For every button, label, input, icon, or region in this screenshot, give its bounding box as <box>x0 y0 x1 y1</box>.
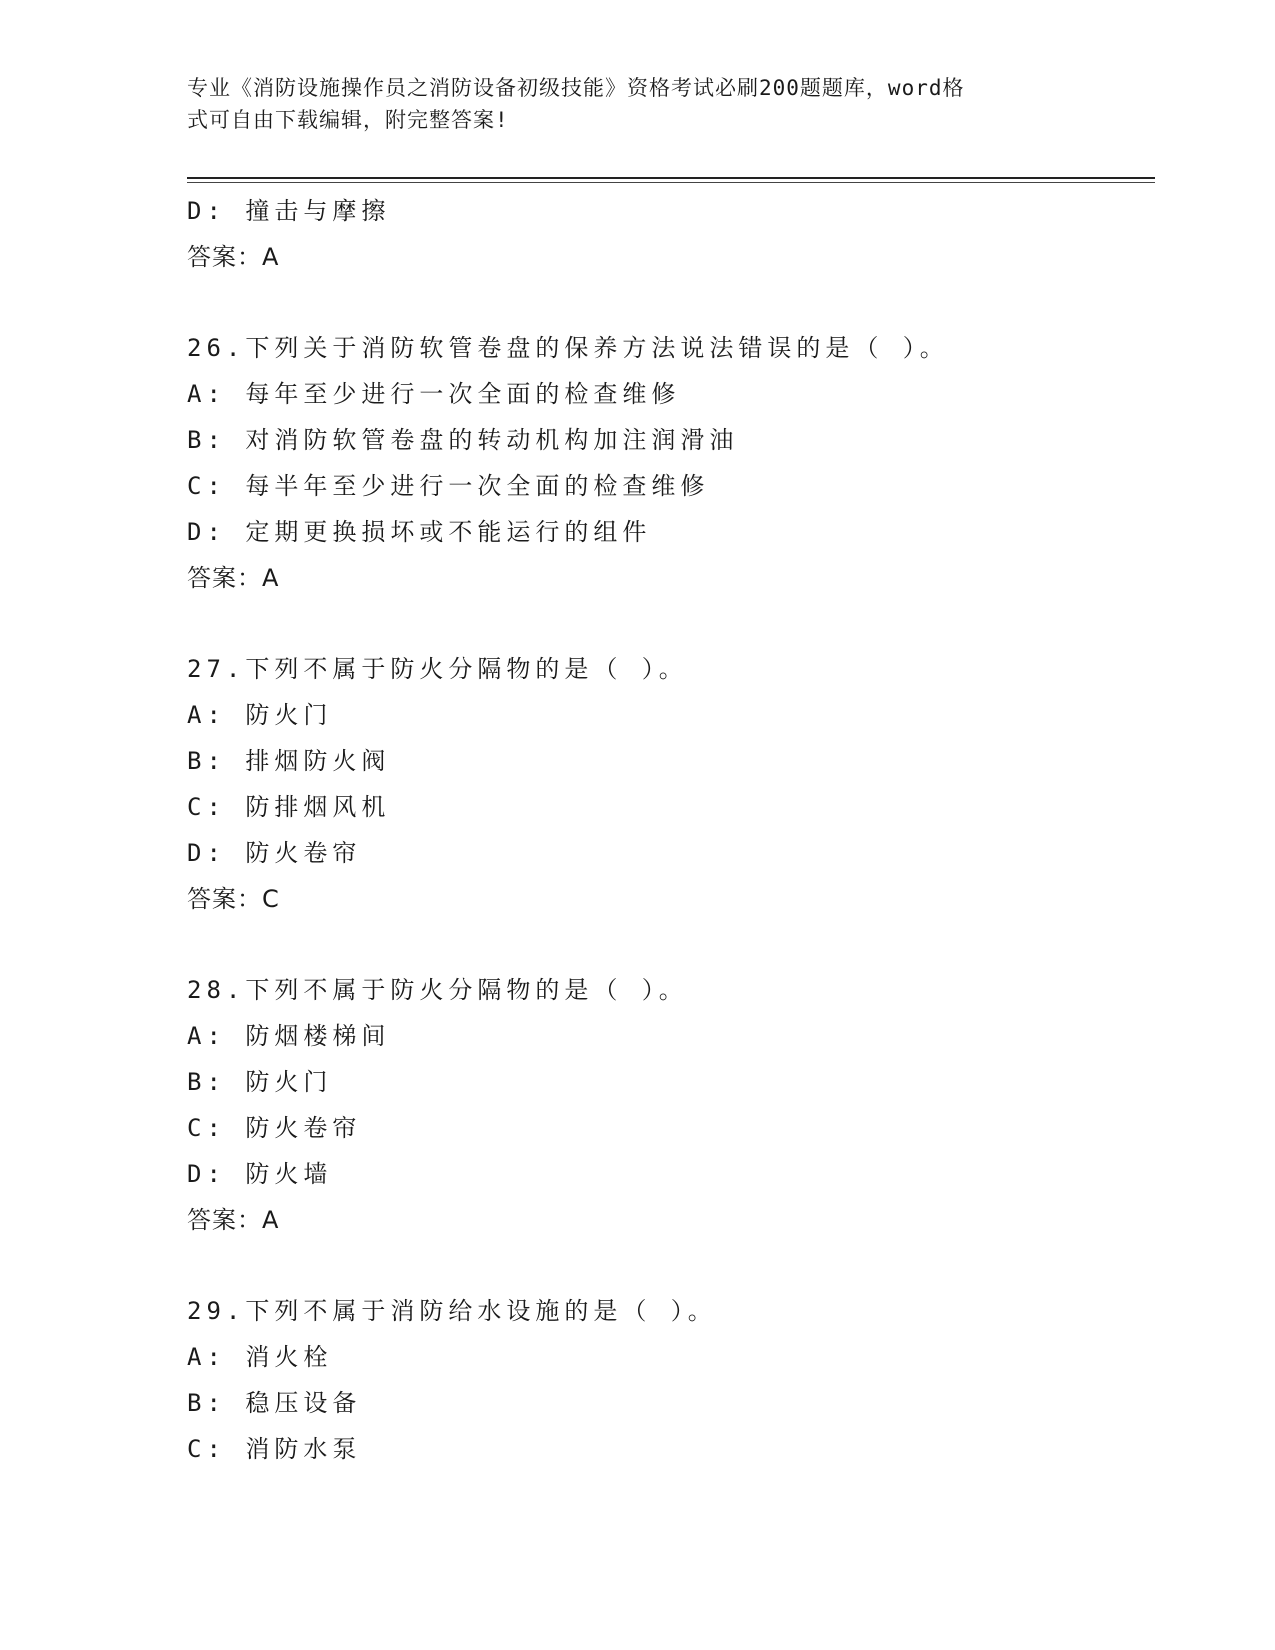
question-stem: 28.下列不属于防火分隔物的是（ ）。 <box>187 976 688 1004</box>
option-b: B: 稳压设备 <box>187 1389 362 1417</box>
question-stem: 29.下列不属于消防给水设施的是（ ）。 <box>187 1297 717 1325</box>
question-29 <box>187 1288 1155 1472</box>
answer: 答案：A <box>187 243 280 271</box>
answer: 答案：A <box>187 564 280 592</box>
option-c: C: 每半年至少进行一次全面的检查维修 <box>187 472 710 500</box>
header-divider-thin <box>187 182 1155 183</box>
document-body <box>187 188 1155 1472</box>
option-b: B: 防火门 <box>187 1068 333 1096</box>
answer: 答案：C <box>187 885 280 913</box>
option-b: B: 对消防软管卷盘的转动机构加注润滑油 <box>187 426 739 454</box>
option-d: D: 防火墙 <box>187 1160 333 1188</box>
header-divider-thick <box>187 177 1155 179</box>
option-b: B: 排烟防火阀 <box>187 747 391 775</box>
spacer <box>187 1243 1155 1288</box>
option-d: D: 撞击与摩擦 <box>187 197 391 225</box>
question-stem: 26.下列关于消防软管卷盘的保养方法说法错误的是（ ）。 <box>187 334 949 362</box>
header-line-2: 式可自由下载编辑，附完整答案! <box>187 108 509 132</box>
question-27 <box>187 646 1155 922</box>
option-c: C: 消防水泵 <box>187 1435 362 1463</box>
question-stem: 27.下列不属于防火分隔物的是（ ）。 <box>187 655 688 683</box>
question-28 <box>187 967 1155 1243</box>
spacer <box>187 601 1155 646</box>
option-d: D: 防火卷帘 <box>187 839 362 867</box>
option-c: C: 防火卷帘 <box>187 1114 362 1142</box>
option-a: A: 防火门 <box>187 701 333 729</box>
answer: 答案：A <box>187 1206 280 1234</box>
option-c: C: 防排烟风机 <box>187 793 391 821</box>
option-d: D: 定期更换损坏或不能运行的组件 <box>187 518 652 546</box>
spacer <box>187 922 1155 967</box>
question-26 <box>187 325 1155 601</box>
spacer <box>187 280 1155 325</box>
header-line-1: 专业《消防设施操作员之消防设备初级技能》资格考试必刷200题题库，word格 <box>187 76 965 100</box>
option-a: A: 每年至少进行一次全面的检查维修 <box>187 380 681 408</box>
document-header <box>187 72 1067 136</box>
option-a: A: 防烟楼梯间 <box>187 1022 391 1050</box>
option-a: A: 消火栓 <box>187 1343 333 1371</box>
